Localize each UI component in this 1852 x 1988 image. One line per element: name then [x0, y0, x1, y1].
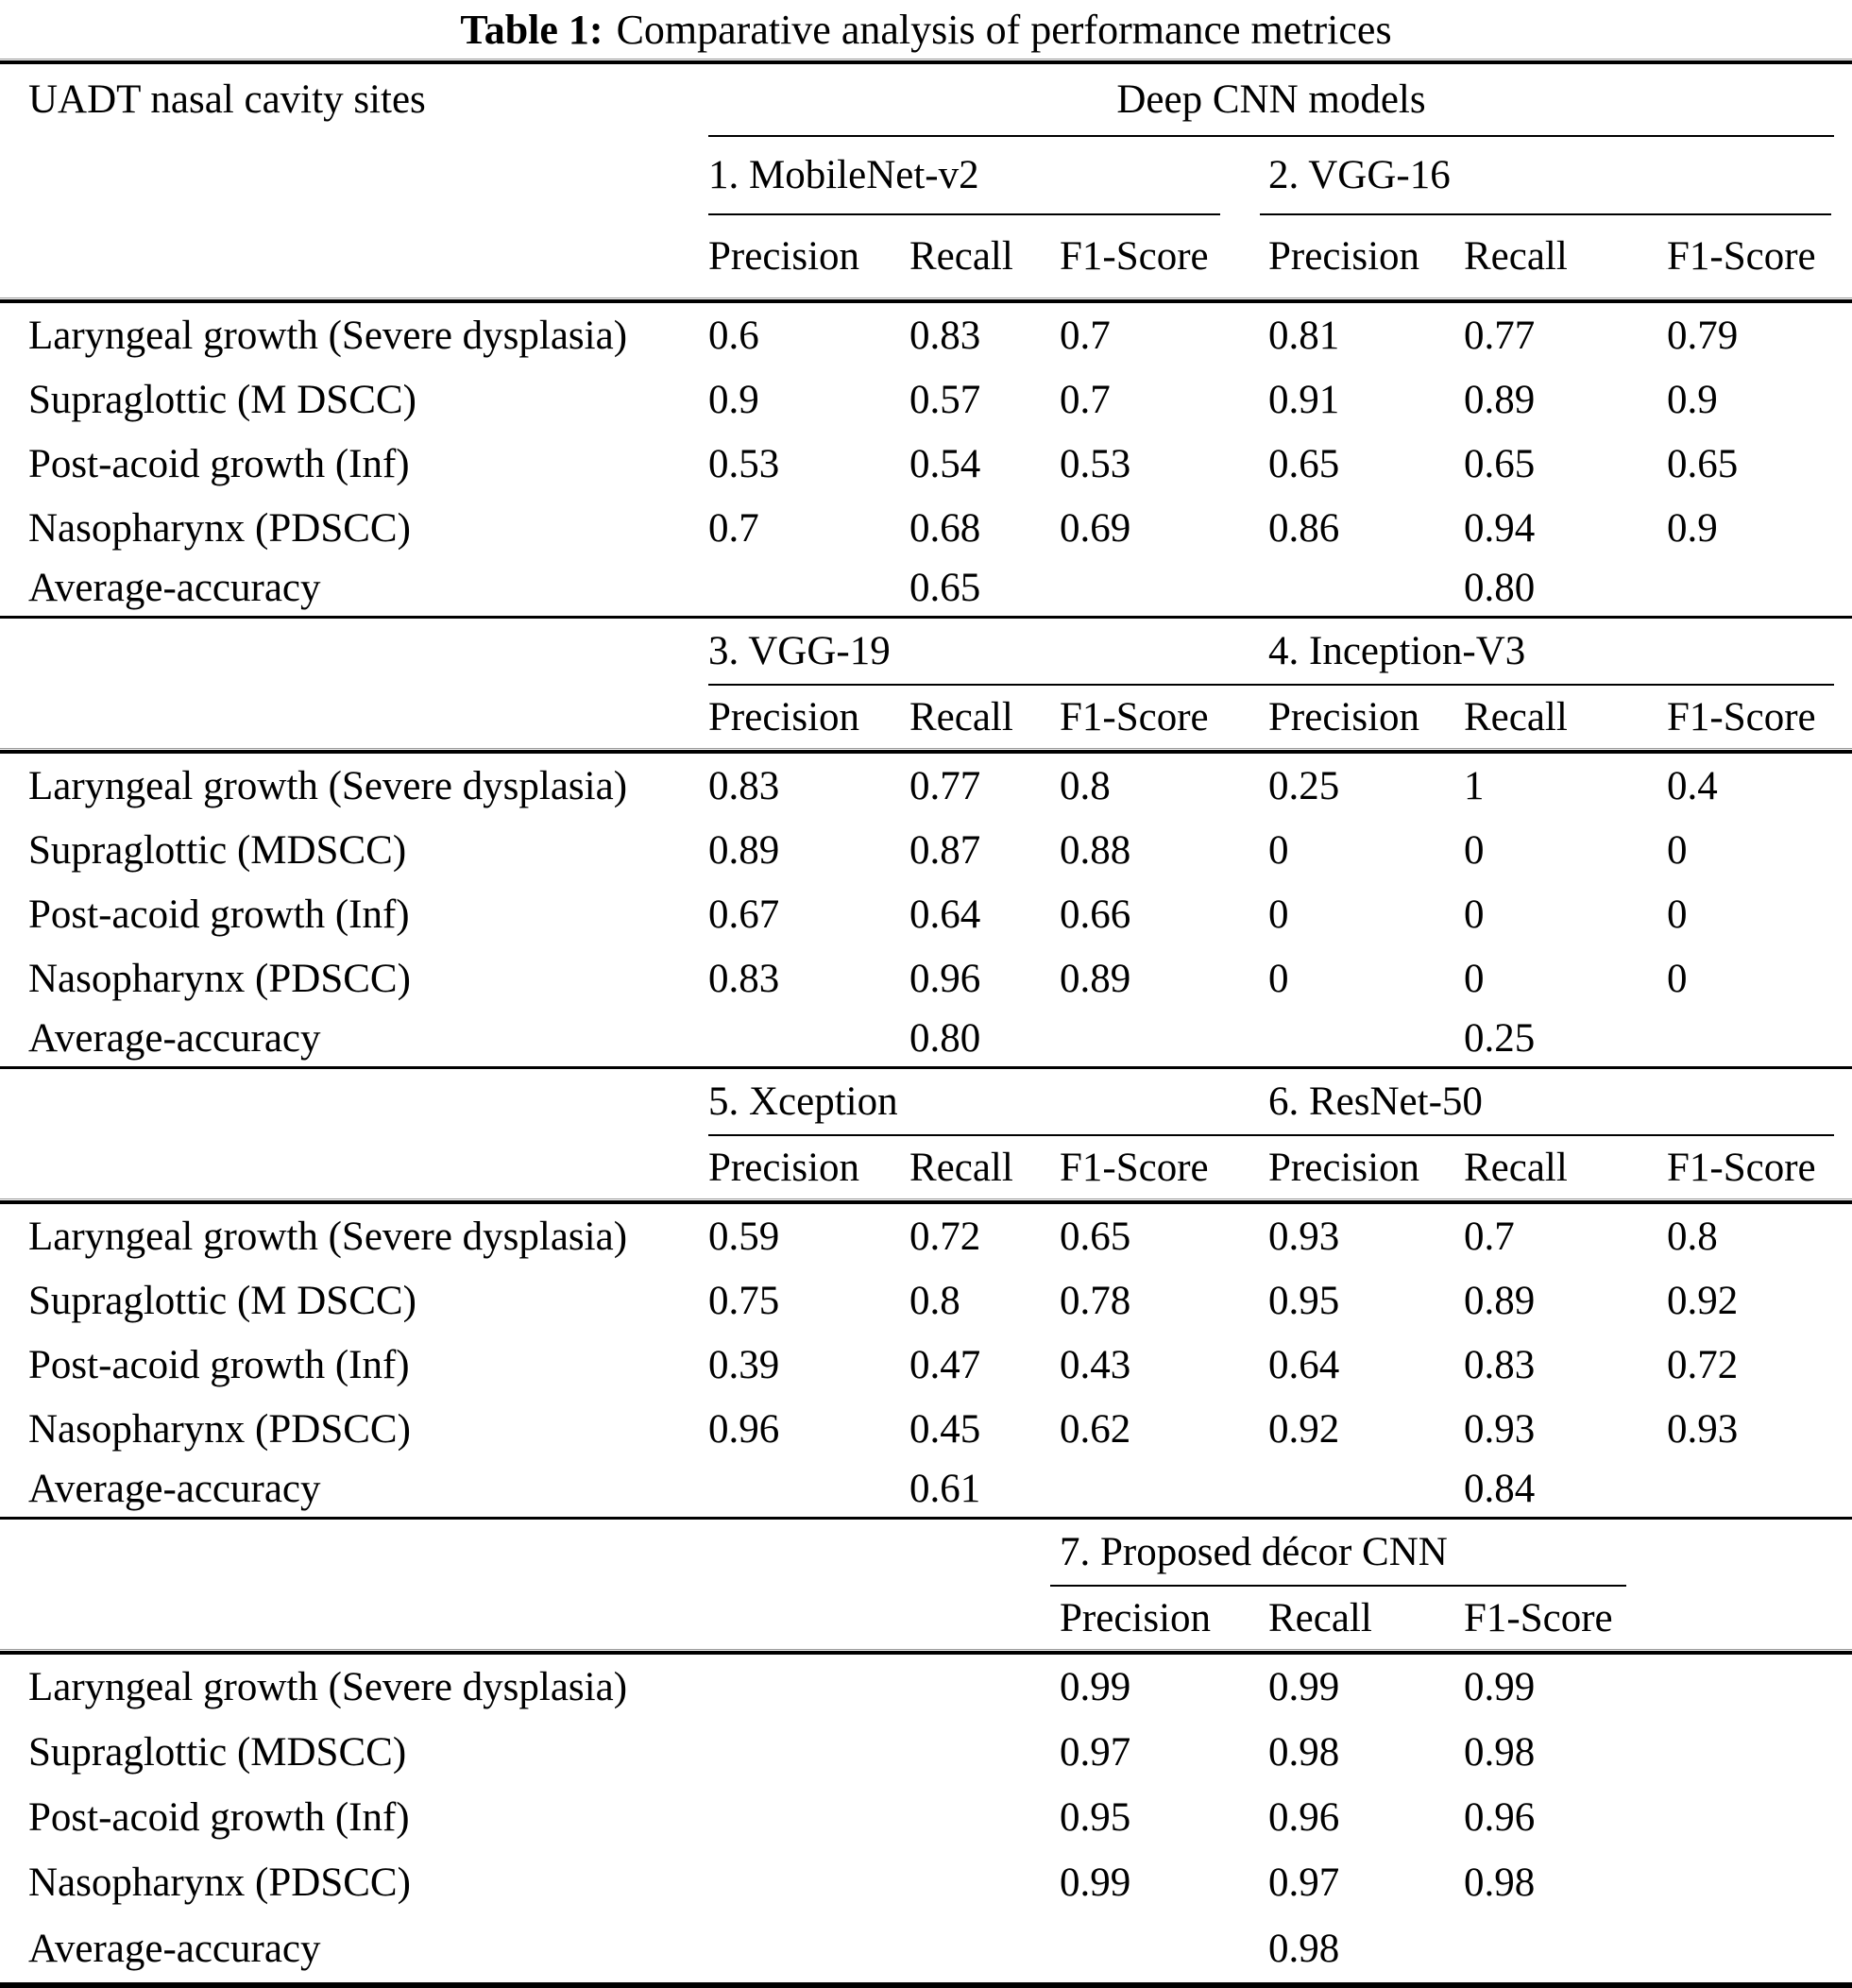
divider: [708, 213, 1852, 215]
average-row: [0, 1011, 1852, 1066]
metric-header: Precision: [708, 1145, 860, 1190]
model-name: 1. MobileNet-v2: [708, 153, 979, 197]
metric-value: 0.94: [1464, 505, 1536, 551]
metric-value: 0.88: [1060, 827, 1131, 873]
row-label: Post-acoid growth (Inf): [28, 441, 410, 486]
metric-header: Precision: [1268, 234, 1420, 279]
metric-value: 0: [1464, 827, 1485, 873]
metric-value: 0.93: [1667, 1406, 1739, 1452]
table-row: [0, 1850, 1852, 1915]
metric-header: Recall: [909, 1145, 1013, 1190]
metric-header: F1-Score: [1667, 234, 1816, 279]
metric-value: 0.43: [1060, 1342, 1131, 1387]
table-row: [0, 1333, 1852, 1397]
metric-header-row: [0, 1136, 1852, 1198]
average-label: Average-accuracy: [28, 1016, 321, 1061]
metric-value: 0.8: [1667, 1214, 1718, 1259]
metric-header: F1-Score: [1060, 234, 1209, 279]
metric-value: 0.7: [708, 505, 759, 551]
metric-value: 0.9: [1667, 377, 1718, 422]
metric-header: F1-Score: [1464, 1595, 1613, 1640]
table-caption: [0, 0, 1852, 59]
average-value: 0.80: [909, 1016, 981, 1061]
metric-value: 0.9: [708, 377, 759, 422]
metric-value: 0: [1464, 956, 1485, 1001]
table-title: Comparative analysis of performance metrices: [616, 6, 1392, 53]
model-name: 7. Proposed décor CNN: [1060, 1530, 1448, 1574]
model-names-row: [0, 1520, 1852, 1585]
metric-value: 0: [1667, 956, 1688, 1001]
average-label: Average-accuracy: [28, 1467, 321, 1511]
metric-value: 0.25: [1268, 763, 1340, 808]
row-group-header: UADT nasal cavity sites: [28, 77, 426, 122]
metric-value: 0.57: [909, 377, 981, 422]
divider: [0, 1982, 1852, 1988]
metric-value: 0.45: [909, 1406, 981, 1452]
metric-value: 0.83: [708, 763, 780, 808]
table-row: [0, 1204, 1852, 1268]
metric-value: 0.95: [1060, 1795, 1131, 1840]
average-value: 0.80: [1464, 566, 1536, 610]
metric-header: F1-Score: [1667, 1145, 1816, 1190]
average-label: Average-accuracy: [28, 1927, 321, 1971]
metric-value: 0.53: [1060, 441, 1131, 486]
metric-value: 0.79: [1667, 313, 1739, 358]
metric-header: F1-Score: [1667, 694, 1816, 739]
row-label: Laryngeal growth (Severe dysplasia): [28, 1214, 628, 1259]
table-row: [0, 367, 1852, 432]
table-row: [0, 1268, 1852, 1333]
metric-header: Recall: [1268, 1595, 1372, 1640]
metric-value: 0.62: [1060, 1406, 1131, 1452]
group-header-row: [0, 64, 1852, 135]
metric-header-row: [0, 215, 1852, 297]
metric-header: Recall: [1464, 234, 1568, 279]
metric-value: 0.98: [1268, 1730, 1340, 1775]
metric-value: 0.72: [1667, 1342, 1739, 1387]
table-row: [0, 1785, 1852, 1850]
metric-value: 0.98: [1464, 1861, 1536, 1905]
metric-value: 0.99: [1464, 1665, 1536, 1709]
metric-value: 0.59: [708, 1214, 780, 1259]
metric-value: 0.66: [1060, 892, 1131, 937]
metric-value: 0.64: [1268, 1342, 1340, 1387]
metric-value: 0.7: [1060, 377, 1111, 422]
metric-value: 0.96: [708, 1406, 780, 1452]
row-label: Nasopharynx (PDSCC): [28, 505, 411, 551]
table-row: [0, 496, 1852, 560]
metric-header: Precision: [1268, 694, 1420, 739]
metric-header: Recall: [1464, 694, 1568, 739]
metric-value: 0.39: [708, 1342, 780, 1387]
average-value: 0.98: [1268, 1927, 1340, 1971]
metric-value: 0.89: [1060, 956, 1131, 1001]
table-row: [0, 303, 1852, 367]
metric-value: 0.47: [909, 1342, 981, 1387]
average-value: 0.61: [909, 1467, 981, 1511]
metric-value: 0.65: [1268, 441, 1340, 486]
metric-value: 0.99: [1268, 1665, 1340, 1709]
row-label: Laryngeal growth (Severe dysplasia): [28, 763, 628, 808]
average-value: 0.25: [1464, 1016, 1536, 1061]
metric-header: Precision: [708, 694, 860, 739]
row-label: Post-acoid growth (Inf): [28, 1795, 410, 1840]
metric-value: 0.93: [1268, 1214, 1340, 1259]
metric-value: 0.99: [1060, 1665, 1131, 1709]
average-value: 0.84: [1464, 1467, 1536, 1511]
table-row: [0, 1655, 1852, 1720]
model-name: 2. VGG-16: [1268, 153, 1451, 197]
metric-value: 0.65: [1464, 441, 1536, 486]
model-name: 4. Inception-V3: [1268, 629, 1526, 673]
metric-value: 0.72: [909, 1214, 981, 1259]
metric-value: 0.68: [909, 505, 981, 551]
metric-value: 0.77: [909, 763, 981, 808]
metric-value: 0.8: [909, 1278, 960, 1323]
metric-value: 0.91: [1268, 377, 1340, 422]
metric-value: 0.75: [708, 1278, 780, 1323]
metric-value: 0: [1268, 956, 1289, 1001]
metric-header: F1-Score: [1060, 1145, 1209, 1190]
row-label: Nasopharynx (PDSCC): [28, 1861, 411, 1905]
metric-value: 0.69: [1060, 505, 1131, 551]
metric-header: Precision: [708, 234, 860, 279]
metric-header-row: [0, 686, 1852, 748]
row-label: Post-acoid growth (Inf): [28, 892, 410, 937]
metric-value: 0.67: [708, 892, 780, 937]
metric-value: 0.89: [1464, 1278, 1536, 1323]
metric-value: 0.98: [1464, 1730, 1536, 1775]
average-row: [0, 1461, 1852, 1517]
metric-header: Precision: [1268, 1145, 1420, 1190]
metric-value: 0.64: [909, 892, 981, 937]
metric-value: 0.65: [1667, 441, 1739, 486]
metric-value: 0.8: [1060, 763, 1111, 808]
model-names-row: [0, 619, 1852, 684]
metric-header: F1-Score: [1060, 694, 1209, 739]
table-row: [0, 1720, 1852, 1785]
table-row: [0, 754, 1852, 818]
metric-header: Recall: [909, 694, 1013, 739]
metric-value: 0.77: [1464, 313, 1536, 358]
model-name: 3. VGG-19: [708, 629, 891, 673]
metric-value: 1: [1464, 763, 1485, 808]
table-row: [0, 946, 1852, 1011]
metric-value: 0.4: [1667, 763, 1718, 808]
metric-value: 0.7: [1464, 1214, 1515, 1259]
metric-value: 0.95: [1268, 1278, 1340, 1323]
metric-value: 0: [1268, 892, 1289, 937]
average-row: [0, 1915, 1852, 1982]
model-names-row: [0, 1069, 1852, 1134]
metric-value: 0.92: [1268, 1406, 1340, 1452]
row-label: Nasopharynx (PDSCC): [28, 956, 411, 1001]
metric-value: 0.54: [909, 441, 981, 486]
metric-value: 0.86: [1268, 505, 1340, 551]
table-row: [0, 432, 1852, 496]
metric-value: 0.83: [708, 956, 780, 1001]
table-row: [0, 882, 1852, 946]
row-label: Supraglottic (M DSCC): [28, 1278, 416, 1323]
column-group-header: Deep CNN models: [1116, 77, 1426, 122]
row-label: Supraglottic (MDSCC): [28, 1730, 407, 1775]
metric-value: 0: [1268, 827, 1289, 873]
metric-value: 0.83: [1464, 1342, 1536, 1387]
metric-value: 0: [1667, 827, 1688, 873]
metric-value: 0.96: [1464, 1795, 1536, 1840]
metric-value: 0: [1464, 892, 1485, 937]
metric-header: Precision: [1060, 1595, 1212, 1640]
row-label: Laryngeal growth (Severe dysplasia): [28, 313, 628, 358]
metric-value: 0.9: [1667, 505, 1718, 551]
metric-value: 0.92: [1667, 1278, 1739, 1323]
metric-value: 0.53: [708, 441, 780, 486]
average-row: [0, 560, 1852, 616]
metric-value: 0.81: [1268, 313, 1340, 358]
metric-value: 0.99: [1060, 1861, 1131, 1905]
row-label: Nasopharynx (PDSCC): [28, 1406, 411, 1452]
metric-value: 0.7: [1060, 313, 1111, 358]
metric-value: 0.97: [1268, 1861, 1340, 1905]
row-label: Supraglottic (M DSCC): [28, 377, 416, 422]
model-name: 6. ResNet-50: [1268, 1079, 1483, 1124]
table-number: Table 1:: [460, 6, 603, 53]
metric-value: 0.96: [909, 956, 981, 1001]
metric-value: 0.83: [909, 313, 981, 358]
model-name: 5. Xception: [708, 1079, 898, 1124]
metric-header: Recall: [909, 234, 1013, 279]
average-label: Average-accuracy: [28, 566, 321, 610]
row-label: Post-acoid growth (Inf): [28, 1342, 410, 1387]
metric-value: 0.96: [1268, 1795, 1340, 1840]
metric-value: 0.6: [708, 313, 759, 358]
metric-value: 0.87: [909, 827, 981, 873]
metric-header: Recall: [1464, 1145, 1568, 1190]
row-label: Laryngeal growth (Severe dysplasia): [28, 1665, 628, 1709]
metric-value: 0.78: [1060, 1278, 1131, 1323]
metric-value: 0.65: [1060, 1214, 1131, 1259]
metric-value: 0.89: [708, 827, 780, 873]
model-names-row: [0, 137, 1852, 213]
table-row: [0, 818, 1852, 882]
row-label: Supraglottic (MDSCC): [28, 827, 407, 873]
metric-value: 0.89: [1464, 377, 1536, 422]
metric-header-row: [0, 1587, 1852, 1649]
metric-value: 0.93: [1464, 1406, 1536, 1452]
table-row: [0, 1397, 1852, 1461]
metric-value: 0: [1667, 892, 1688, 937]
average-value: 0.65: [909, 566, 981, 610]
metric-value: 0.97: [1060, 1730, 1131, 1775]
